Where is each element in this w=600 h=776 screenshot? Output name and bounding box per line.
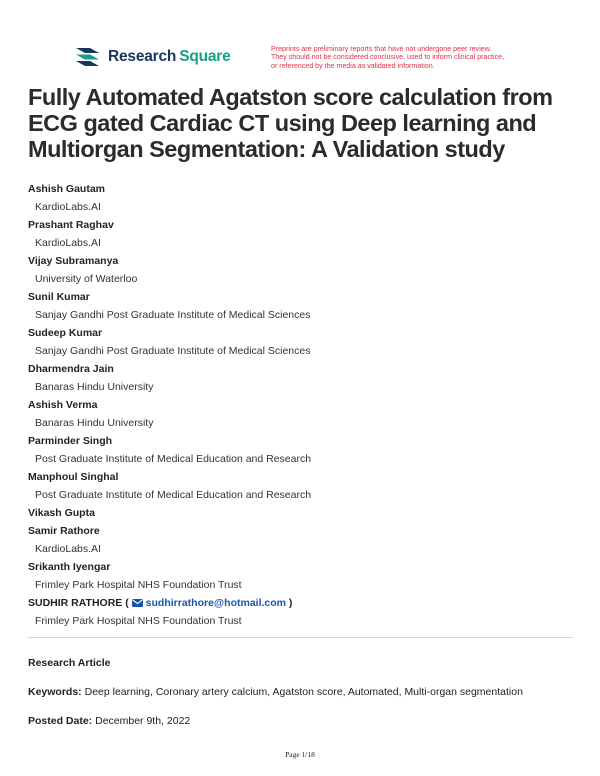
- author-name[interactable]: Manphoul Singhal: [28, 471, 119, 483]
- author-name[interactable]: Sudeep Kumar: [28, 327, 103, 339]
- author-affiliation: University of Waterloo: [35, 273, 138, 285]
- preprint-notice: [271, 45, 571, 70]
- email-address: sudhirrathore@hotmail.com: [145, 597, 286, 609]
- author-affiliation: Sanjay Gandhi Post Graduate Institute of Medical Sciences: [35, 309, 311, 321]
- author-affiliation: KardioLabs.AI: [35, 237, 101, 249]
- author-entry: [28, 396, 578, 432]
- author-entry: [28, 522, 578, 558]
- author-affiliation: KardioLabs.AI: [35, 201, 101, 213]
- author-name[interactable]: Dharmendra Jain: [28, 363, 114, 375]
- posted-date-row: [28, 715, 190, 727]
- author-name[interactable]: Srikanth Iyengar: [28, 561, 111, 573]
- logo-wordmark: [108, 48, 231, 66]
- preprint-notice-line: They should not be considered conclusive, used to inform clinical practice,: [271, 53, 505, 62]
- author-entry: [28, 558, 578, 594]
- author-affiliation: KardioLabs.AI: [35, 543, 101, 555]
- email-paren-open: (: [125, 597, 129, 609]
- keywords-value: Deep learning, Coronary artery calcium, Agatston score, Automated, Multi-organ segmentation: [84, 686, 523, 698]
- author-entry: [28, 468, 578, 504]
- author-affiliation: Frimley Park Hospital NHS Foundation Trust: [35, 579, 242, 591]
- preprint-notice-line: Preprints are preliminary reports that have not undergone peer review.: [271, 45, 492, 53]
- paper-title: Fully Automated Agatston score calculation from ECG gated Cardiac CT using Deep learning and Multiorgan Segmentation: A Validation study: [28, 84, 553, 162]
- author-affiliation: Banaras Hindu University: [35, 381, 154, 393]
- author-name[interactable]: Ashish Gautam: [28, 183, 106, 195]
- author-affiliation: Post Graduate Institute of Medical Education and Research: [35, 453, 312, 465]
- author-name[interactable]: Sunil Kumar: [28, 291, 90, 303]
- author-affiliation: Sanjay Gandhi Post Graduate Institute of Medical Sciences: [35, 345, 311, 357]
- author-entry: [28, 504, 578, 522]
- corresponding-author-name[interactable]: SUDHIR RATHORE: [28, 597, 123, 609]
- author-entry: [28, 324, 578, 360]
- author-entry: [28, 180, 578, 216]
- envelope-icon: [132, 599, 143, 607]
- keywords-row: [28, 686, 523, 698]
- corresponding-author-entry: [28, 594, 578, 630]
- author-entry: [28, 216, 578, 252]
- corresponding-author-line: [28, 594, 578, 612]
- author-entry: [28, 360, 578, 396]
- author-name[interactable]: Samir Rathore: [28, 525, 100, 537]
- research-square-logo[interactable]: [74, 47, 231, 67]
- author-list: [28, 180, 578, 630]
- section-divider: [28, 637, 573, 638]
- author-entry: [28, 432, 578, 468]
- logo-word-research: Research: [108, 48, 177, 65]
- author-entry: [28, 288, 578, 324]
- author-name[interactable]: Ashish Verma: [28, 399, 98, 411]
- research-square-logo-icon: [74, 47, 101, 67]
- author-name[interactable]: Parminder Singh: [28, 435, 113, 447]
- author-affiliation: Frimley Park Hospital NHS Foundation Trust: [35, 615, 242, 627]
- author-name[interactable]: Prashant Raghav: [28, 219, 114, 231]
- author-entry: [28, 252, 578, 288]
- page-number: Page 1/18: [285, 750, 315, 759]
- author-affiliation: Post Graduate Institute of Medical Education and Research: [35, 489, 312, 501]
- author-name[interactable]: Vikash Gupta: [28, 507, 95, 519]
- keywords-label: Keywords:: [28, 686, 82, 698]
- email-paren-close: ): [288, 597, 293, 609]
- article-type: Research Article: [28, 657, 111, 669]
- author-affiliation: Banaras Hindu University: [35, 417, 154, 429]
- posted-date-value: December 9th, 2022: [95, 715, 191, 727]
- logo-word-square: Square: [179, 48, 231, 65]
- posted-date-label: Posted Date:: [28, 715, 93, 727]
- preprint-notice-line: or referenced by the media as validated information.: [271, 61, 435, 70]
- author-name[interactable]: Vijay Subramanya: [28, 255, 119, 267]
- email-link[interactable]: [132, 597, 286, 609]
